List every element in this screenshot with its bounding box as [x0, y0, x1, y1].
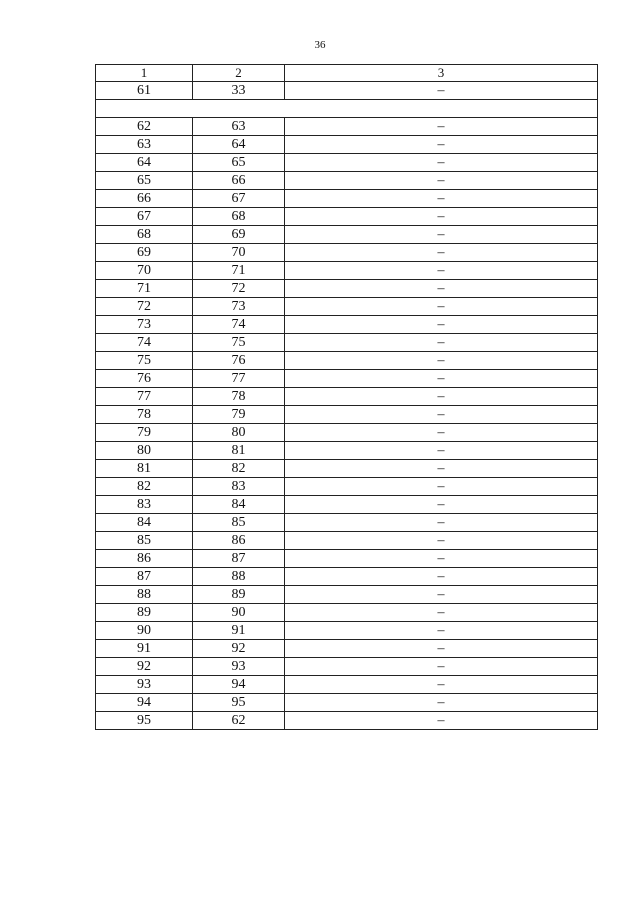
- table-cell: 62: [96, 118, 193, 136]
- table-cell: 65: [193, 154, 285, 172]
- table-cell: 78: [193, 388, 285, 406]
- table-cell: –: [285, 262, 598, 280]
- table-cell: 75: [193, 334, 285, 352]
- table-cell: –: [285, 136, 598, 154]
- table-cell: 79: [193, 406, 285, 424]
- table-cell: 92: [96, 658, 193, 676]
- table-cell: 33: [193, 82, 285, 100]
- table-cell: –: [285, 712, 598, 730]
- table-cell: 68: [96, 226, 193, 244]
- header-cell-3: 3: [285, 65, 598, 82]
- table-cell: –: [285, 280, 598, 298]
- table-row: [96, 406, 598, 424]
- table-row: [96, 514, 598, 532]
- table-row: [96, 424, 598, 442]
- table-cell: 77: [96, 388, 193, 406]
- table-row: [96, 640, 598, 658]
- table-cell: 63: [193, 118, 285, 136]
- table-cell: –: [285, 676, 598, 694]
- table-cell: 92: [193, 640, 285, 658]
- table-cell: –: [285, 550, 598, 568]
- table-cell: 76: [96, 370, 193, 388]
- table-row: [96, 478, 598, 496]
- table-cell: 90: [193, 604, 285, 622]
- table-cell: 68: [193, 208, 285, 226]
- table-cell: 81: [193, 442, 285, 460]
- table-cell: 71: [193, 262, 285, 280]
- table-cell: 76: [193, 352, 285, 370]
- table-cell: –: [285, 334, 598, 352]
- table-cell: –: [285, 406, 598, 424]
- table-cell: 78: [96, 406, 193, 424]
- table-cell: 67: [193, 190, 285, 208]
- table-cell: –: [285, 316, 598, 334]
- table-cell: 75: [96, 352, 193, 370]
- table-cell: –: [285, 532, 598, 550]
- table-cell: 93: [193, 658, 285, 676]
- table-row: [96, 118, 598, 136]
- table-cell: 85: [96, 532, 193, 550]
- table-cell: 95: [193, 694, 285, 712]
- table-cell: –: [285, 298, 598, 316]
- table-row: [96, 388, 598, 406]
- table-row: [96, 532, 598, 550]
- table-cell: 74: [193, 316, 285, 334]
- table-row: [96, 712, 598, 730]
- table-row: [96, 676, 598, 694]
- table-cell: 66: [96, 190, 193, 208]
- table-cell: –: [285, 442, 598, 460]
- table-body: [96, 65, 598, 730]
- table-cell: 87: [193, 550, 285, 568]
- table-cell: 94: [96, 694, 193, 712]
- table-row: [96, 442, 598, 460]
- table-row: [96, 172, 598, 190]
- table-cell: 91: [96, 640, 193, 658]
- table-cell: 82: [96, 478, 193, 496]
- table-row: [96, 568, 598, 586]
- table-cell: 91: [193, 622, 285, 640]
- table-cell: –: [285, 82, 598, 100]
- table-cell: –: [285, 424, 598, 442]
- table-cell: 64: [193, 136, 285, 154]
- table-cell: 69: [193, 226, 285, 244]
- table-cell: 93: [96, 676, 193, 694]
- table-cell: 89: [193, 586, 285, 604]
- table-row: [96, 694, 598, 712]
- header-row: [96, 65, 598, 82]
- table-row: [96, 226, 598, 244]
- table-cell: 80: [96, 442, 193, 460]
- spacer-row: [96, 100, 598, 118]
- table-cell: –: [285, 568, 598, 586]
- table-cell: 62: [193, 712, 285, 730]
- table-row: [96, 154, 598, 172]
- table-cell: 86: [96, 550, 193, 568]
- table-cell: 67: [96, 208, 193, 226]
- table-row: [96, 586, 598, 604]
- table-cell: 81: [96, 460, 193, 478]
- table-cell: 85: [193, 514, 285, 532]
- table-cell: 64: [96, 154, 193, 172]
- table-cell: 69: [96, 244, 193, 262]
- table-cell: 66: [193, 172, 285, 190]
- table-row: [96, 316, 598, 334]
- table-cell: 83: [96, 496, 193, 514]
- table-cell: –: [285, 640, 598, 658]
- table-cell: –: [285, 460, 598, 478]
- page-number: 36: [314, 39, 326, 51]
- table-cell: 79: [96, 424, 193, 442]
- table-row: [96, 208, 598, 226]
- table-row: [96, 190, 598, 208]
- table-cell: 86: [193, 532, 285, 550]
- table-cell: 87: [96, 568, 193, 586]
- table-cell: –: [285, 694, 598, 712]
- table-row: [96, 460, 598, 478]
- table-cell: –: [285, 514, 598, 532]
- table-row: [96, 550, 598, 568]
- table-cell: 61: [96, 82, 193, 100]
- table-row: [96, 280, 598, 298]
- table-row: [96, 622, 598, 640]
- table-row: [96, 352, 598, 370]
- table-cell: –: [285, 586, 598, 604]
- table-cell: 88: [96, 586, 193, 604]
- table-row: [96, 244, 598, 262]
- table-row: [96, 136, 598, 154]
- table-cell: 90: [96, 622, 193, 640]
- table-cell: –: [285, 226, 598, 244]
- table-cell: 73: [96, 316, 193, 334]
- table-cell: 72: [193, 280, 285, 298]
- table-cell: 77: [193, 370, 285, 388]
- table-cell: 70: [193, 244, 285, 262]
- table-cell: 84: [193, 496, 285, 514]
- table-row: [96, 334, 598, 352]
- table-row: [96, 262, 598, 280]
- table-row: [96, 82, 598, 100]
- table-cell: 80: [193, 424, 285, 442]
- table-cell: 65: [96, 172, 193, 190]
- table-cell: 89: [96, 604, 193, 622]
- table-cell: 82: [193, 460, 285, 478]
- table-cell: 88: [193, 568, 285, 586]
- table-cell: –: [285, 190, 598, 208]
- table-cell: 72: [96, 298, 193, 316]
- table-cell: –: [285, 370, 598, 388]
- table-cell: 71: [96, 280, 193, 298]
- table-cell: 73: [193, 298, 285, 316]
- table-row: [96, 298, 598, 316]
- table-row: [96, 370, 598, 388]
- table-cell: –: [285, 244, 598, 262]
- table-cell: 70: [96, 262, 193, 280]
- table-row: [96, 658, 598, 676]
- table-cell: 94: [193, 676, 285, 694]
- table-row: [96, 604, 598, 622]
- table-cell: –: [285, 496, 598, 514]
- table-cell: 84: [96, 514, 193, 532]
- header-cell-2: 2: [193, 65, 285, 82]
- table-cell: –: [285, 118, 598, 136]
- table-cell: –: [285, 208, 598, 226]
- table-cell: –: [285, 478, 598, 496]
- table-cell: –: [285, 622, 598, 640]
- table-cell: 74: [96, 334, 193, 352]
- spacer-cell: [96, 100, 598, 118]
- table-cell: 95: [96, 712, 193, 730]
- table-cell: –: [285, 352, 598, 370]
- table-cell: –: [285, 604, 598, 622]
- data-table: [95, 64, 598, 730]
- table-cell: 83: [193, 478, 285, 496]
- table-cell: –: [285, 658, 598, 676]
- header-cell-1: 1: [96, 65, 193, 82]
- table-cell: –: [285, 172, 598, 190]
- table-cell: –: [285, 388, 598, 406]
- table-cell: –: [285, 154, 598, 172]
- table-cell: 63: [96, 136, 193, 154]
- table-row: [96, 496, 598, 514]
